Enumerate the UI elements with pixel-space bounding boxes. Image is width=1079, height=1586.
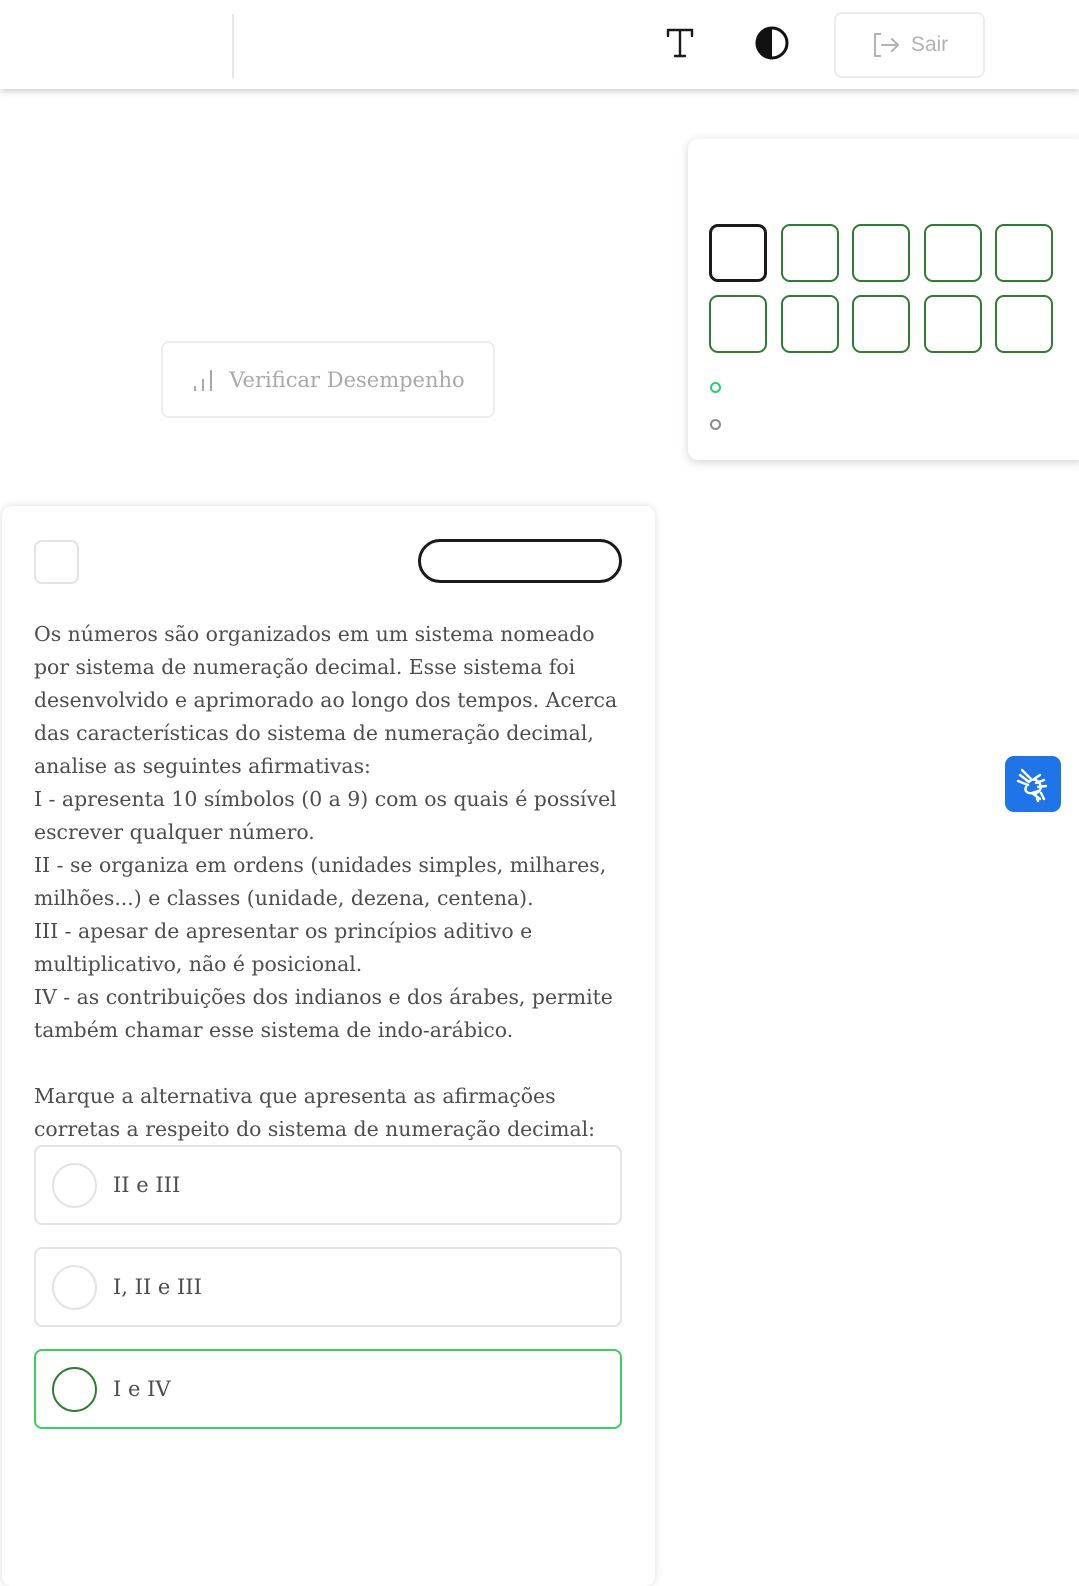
answer-option[interactable] bbox=[34, 1247, 622, 1327]
header-divider bbox=[232, 14, 234, 78]
letter-t-icon bbox=[666, 28, 694, 58]
logout-icon bbox=[871, 31, 901, 59]
bar-chart-icon bbox=[191, 367, 215, 393]
legend-answered-dot bbox=[710, 382, 721, 393]
answer-option-selected[interactable] bbox=[34, 1349, 622, 1429]
logout-button[interactable] bbox=[834, 12, 985, 78]
sign-language-hands-icon bbox=[1014, 765, 1052, 803]
sign-language-button[interactable] bbox=[1005, 756, 1061, 812]
question-statement bbox=[34, 618, 634, 1146]
question-box-1[interactable] bbox=[709, 224, 767, 282]
answer-radio[interactable] bbox=[52, 1265, 97, 1310]
answer-option[interactable] bbox=[34, 1145, 622, 1225]
statement-item-2: II - se organiza em ordens (unidades simples, milhares, milhões...) e classes (unidade, dezena, centena). bbox=[34, 853, 607, 910]
question-box-3[interactable] bbox=[852, 224, 910, 282]
question-box-10[interactable] bbox=[995, 295, 1053, 353]
question-box-5[interactable] bbox=[995, 224, 1053, 282]
check-performance-button[interactable] bbox=[161, 341, 495, 418]
top-header bbox=[0, 0, 1079, 89]
statement-item-3: III - apesar de apresentar os princípios aditivo e multiplicativo, não é posicional. bbox=[34, 919, 533, 976]
question-box-8[interactable] bbox=[852, 295, 910, 353]
contrast-icon bbox=[754, 25, 790, 61]
question-box-9[interactable] bbox=[924, 295, 982, 353]
font-size-button[interactable] bbox=[662, 24, 698, 62]
question-box-4[interactable] bbox=[924, 224, 982, 282]
question-card bbox=[2, 506, 655, 1586]
question-box-7[interactable] bbox=[781, 295, 839, 353]
statement-intro: Os números são organizados em um sistema nomeado por sistema de numeração decimal. Esse sistema foi desenvolvido e aprimorado ao longo dos tempos. Acerca das características do sistema de numeração decimal, analise as seguintes afirmativas: bbox=[34, 622, 618, 778]
statement-item-1: I - apresenta 10 símbolos (0 a 9) com os quais é possível escrever qualquer número. bbox=[34, 787, 617, 844]
answer-option-label: I e IV bbox=[113, 1377, 171, 1401]
question-grid bbox=[709, 224, 1053, 353]
question-status-pill bbox=[418, 539, 622, 583]
answer-option-label: I, II e III bbox=[113, 1275, 202, 1299]
question-box-2[interactable] bbox=[781, 224, 839, 282]
question-prompt: Marque a alternativa que apresenta as afirmações corretas a respeito do sistema de numeração decimal: bbox=[34, 1084, 596, 1141]
mark-question-checkbox[interactable] bbox=[34, 540, 79, 584]
check-performance-label: Verificar Desempenho bbox=[229, 367, 465, 392]
contrast-button[interactable] bbox=[752, 23, 792, 63]
answer-option-label: II e III bbox=[113, 1173, 181, 1197]
question-navigator bbox=[688, 139, 1079, 460]
question-box-6[interactable] bbox=[709, 295, 767, 353]
legend-unanswered-dot bbox=[710, 419, 721, 430]
answer-radio[interactable] bbox=[52, 1163, 97, 1208]
logout-label: Sair bbox=[910, 33, 949, 56]
statement-item-4: IV - as contribuições dos indianos e dos árabes, permite também chamar esse sistema de indo-arábico. bbox=[34, 985, 613, 1042]
answer-radio[interactable] bbox=[52, 1367, 97, 1412]
